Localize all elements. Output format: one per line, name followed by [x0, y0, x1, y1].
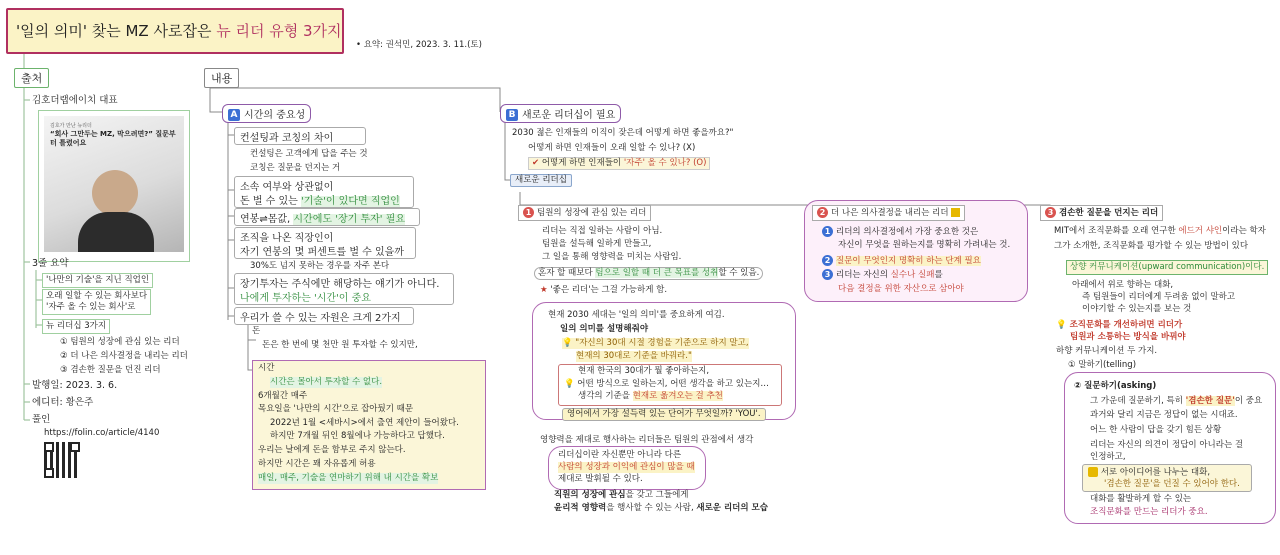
- qr-corner-tl: [44, 442, 54, 452]
- badge-b-icon: B: [506, 109, 518, 121]
- check-icon: ✔: [532, 158, 540, 168]
- c2a: 1 리더의 의사결정에서 가장 중요한 것은: [822, 226, 978, 238]
- qr-code: [44, 442, 80, 478]
- c1l3: 제대로 발휘될 수 있다.: [558, 474, 643, 484]
- c3d: 아래에서 위로 향하는 대화,: [1072, 280, 1174, 290]
- c1m: 직원의 성장에 관심을 갖고 그들에게: [554, 490, 689, 500]
- c3n: 어느 한 사람이 답을 갖기 힘든 상황: [1090, 425, 1222, 435]
- leader-type-1: ① 팀원의 성장에 관심 있는 리더: [60, 337, 180, 347]
- c3m: 과거와 달리 지금은 정답이 없는 시대죠.: [1090, 410, 1238, 420]
- a6-money-1: 돈은 한 번에 몇 천만 원 투자할 수 있지만,: [262, 340, 418, 350]
- c3s: 대화를 활발하게 할 수 있는: [1090, 494, 1192, 504]
- c3k: ② 질문하기(asking): [1074, 381, 1157, 391]
- fullpost-label: 풀인: [32, 414, 51, 425]
- b1b: ✔ 어떻게 하면 인재들이 '자주' 올 수 있나? (O): [528, 157, 710, 170]
- c3t: 조직문화를 만드는 리더가 중요.: [1090, 507, 1208, 517]
- publish-date: 발행일: 2023. 3. 6.: [32, 380, 118, 391]
- a6-time-3: 목요일을 '나만의 시간'으로 잡아뒀기 때문: [258, 404, 414, 414]
- badge-a-icon: A: [228, 109, 240, 121]
- title-main: '일의 의미' 찾는 MZ 사로잡은: [16, 22, 217, 40]
- c1d: 혼자 할 때보다 팀으로 일할 때 더 큰 목표를 성취할 수 있음.: [534, 267, 763, 280]
- a6-time-8: 매일, 매주, 기술을 연마하기 위해 내 시간을 확보: [258, 473, 439, 483]
- c3q: 서로 아이디어를 나누는 대화,: [1088, 467, 1210, 479]
- a6-money: 돈: [252, 326, 261, 336]
- c3c: 상향 커뮤니케이션(upward communication)이다.: [1066, 260, 1268, 275]
- c3h: 팀원과 소통하는 방식을 바꿔야: [1070, 332, 1186, 342]
- c3i: 하향 커뮤니케이션 두 가지.: [1056, 346, 1158, 356]
- qr-corner-tr: [70, 442, 80, 452]
- c3r: '겸손한 질문'을 던질 수 있어야 한다.: [1104, 479, 1240, 489]
- summary-item-2: 오래 일할 수 있는 회사보다 '자주 올 수 있는 회사'로: [42, 289, 151, 315]
- a2b: 돈 벌 수 있는 '기술'이 있다면 직업인: [240, 196, 400, 207]
- a6-time-4: 2022년 1월 <세바시>에서 출연 제안이 들어왔다.: [270, 418, 459, 428]
- page-title: [16, 20, 342, 41]
- a3: 연봉⇌몸값, 시간에도 '장기 투자' 필요: [240, 214, 406, 225]
- note-icon: [951, 208, 960, 217]
- a5a: 장기투자는 주식에만 해당하는 얘기가 아니다.: [240, 279, 440, 290]
- c1n: 윤리적 영향력을 행사할 수 있는 사람, 새로운 리더의 모습: [554, 503, 768, 513]
- leader-type-2: ② 더 나은 의사결정을 내리는 리더: [60, 351, 188, 361]
- c3l: 그 가운데 질문하기, 특히 '겸손한 질문'이 중요: [1090, 396, 1263, 406]
- qr-corner-bl: [44, 468, 54, 478]
- number-2-icon: 2: [817, 207, 828, 218]
- c3e: 즉 팀원들이 리더에게 두려움 없이 말하고: [1082, 292, 1236, 302]
- a4b: 자기 연봉의 몇 퍼센트를 벌 수 있을까: [240, 247, 404, 258]
- c1g: 일의 의미를 설명해줘야: [560, 324, 649, 334]
- bulb-icon: 💡: [562, 338, 573, 348]
- a6-time-7: 하지만 시간은 꽤 자유롭게 허용: [258, 459, 376, 469]
- three-line-summary: 3줄 요약: [32, 258, 69, 269]
- c1c: 그 일을 통해 영향력을 미치는 사람임.: [542, 252, 682, 262]
- c3o: 리더는 자신의 의견이 정답이 아니라는 걸: [1090, 440, 1244, 450]
- c3b: 그가 소개한, 조직문화를 평가할 수 있는 방법이 있다: [1054, 241, 1249, 251]
- editor: 에디터: 황은주: [32, 397, 94, 408]
- a1b: 코칭은 질문을 던지는 거: [250, 163, 341, 173]
- a2a: 소속 여부와 상관없이: [240, 182, 334, 193]
- c2-title: 2 더 나은 의사결정을 내리는 리더: [812, 205, 965, 221]
- section-a-title: A 시간의 중요성: [222, 104, 311, 123]
- source-author: 김호더랩에이치 대표: [32, 95, 118, 106]
- c1j: 영어에서 가장 설득력 있는 단어가 무엇일까? 'YOU'.: [562, 408, 766, 421]
- c3g: 💡 조직문화를 개선하려면 리더가: [1056, 320, 1183, 330]
- bulb-icon-2: 💡: [564, 379, 575, 389]
- bulb-icon-3: 💡: [1056, 320, 1067, 330]
- a1: 컨설팅과 코칭의 차이: [240, 133, 334, 144]
- c3-title: 3 겸손한 질문을 던지는 리더: [1040, 205, 1163, 221]
- c2e: 다음 결정을 위한 자산으로 삼아야: [838, 284, 964, 294]
- number-1-icon: 1: [523, 207, 534, 218]
- c1l2: 사람의 성장과 이익에 관심이 많을 때: [558, 462, 695, 472]
- a6-time-6: 우리는 날에게 돈을 함부로 주지 않는다.: [258, 445, 406, 455]
- c1f: 현재 2030 세대는 '일의 의미'를 중요하게 여김.: [548, 310, 725, 320]
- thumb-quote: “회사 그만두는 MZ, 막으려면?” 질문부터 틀렸어요: [50, 130, 176, 147]
- thumb-small-caption: 김호가 만난 뉴리더: [50, 123, 92, 129]
- c1k: 영향력을 제대로 행사하는 리더들은 팀원의 관점에서 생각: [540, 435, 754, 445]
- new-leadership: 새로운 리더십: [510, 174, 572, 187]
- star-icon: ★: [540, 285, 548, 295]
- content-heading: 내용: [204, 68, 239, 88]
- section-b-title: B 새로운 리더십이 필요: [500, 104, 621, 123]
- summary-author: • 요약: 권석민, 2023. 3. 11.(토): [356, 40, 482, 50]
- c3a: MIT에서 조직문화를 오래 연구한 에드거 샤인이라는 학자: [1054, 226, 1266, 236]
- a6: 우리가 쓸 수 있는 자원은 크게 2가지: [240, 313, 401, 324]
- c1h2: 현재의 30대로 기준을 바꿔라.": [576, 351, 692, 361]
- a5b: 나에게 투자하는 '시간'이 중요: [240, 293, 371, 304]
- c3f: 이야기할 수 있는지를 보는 것: [1082, 304, 1192, 314]
- a4c: 30%도 넘지 못하는 경우를 자주 본다: [250, 261, 390, 271]
- b1a: 어떻게 하면 인재들이 오래 일할 수 있나? (X): [528, 143, 696, 153]
- c3j: ① 말하기(telling): [1068, 360, 1137, 370]
- a6-time-2: 6개월간 매주: [258, 391, 308, 401]
- person-figure: [92, 170, 138, 216]
- c1e: ★ '좋은 리더'는 그걸 가능하게 함.: [540, 285, 668, 295]
- c3p: 인정하고,: [1090, 452, 1126, 462]
- c2c: 2 질문이 무엇인지 명확히 하는 단계 필요: [822, 255, 981, 267]
- summary-item-1: '나만의 기술'을 지닌 직업인: [42, 273, 153, 288]
- c1a: 리더는 직접 일하는 사람이 아님.: [542, 226, 663, 236]
- bullet-3-icon: 3: [822, 269, 833, 280]
- a6-time: 시간: [258, 363, 275, 373]
- c1i1: 현재 한국의 30대가 뭘 좋아하는지,: [578, 366, 710, 376]
- a6-time-1: 시간은 몰아서 투자할 수 없다.: [270, 377, 383, 387]
- thumbnail-image: [44, 116, 184, 252]
- c1h1: 💡 "자신의 30대 시절 경험을 기준으로 하지 말고,: [562, 338, 749, 348]
- summary-item-3: 뉴 리더십 3가지: [42, 319, 110, 334]
- leader-type-3: ③ 겸손한 질문을 던진 리더: [60, 365, 161, 375]
- b1: 2030 젊은 인재들의 이직이 잦은데 어떻게 하면 좋을까요?": [512, 128, 734, 138]
- c2b: 자신이 무엇을 원하는지를 명확히 가려내는 것.: [838, 240, 1011, 250]
- source-heading: 출처: [14, 68, 49, 88]
- a1a: 컨설팅은 고객에게 답을 주는 것: [250, 149, 368, 159]
- person-body: [78, 212, 154, 252]
- c1l1: 리더십이란 자신뿐만 아니라 다른: [558, 450, 682, 460]
- a6-time-5: 하지만 7개월 뒤인 8월에나 가능하다고 답했다.: [270, 431, 445, 441]
- c1b: 팀원을 설득해 일하게 만들고,: [542, 239, 652, 249]
- c1-title: 1 팀원의 성장에 관심 있는 리더: [518, 205, 651, 221]
- title-accent: 뉴 리더 유형 3가지: [216, 22, 342, 40]
- bullet-2-icon: 2: [822, 255, 833, 266]
- person-icon: [1088, 467, 1098, 477]
- bullet-1-icon: 1: [822, 226, 833, 237]
- c2d: 3 리더는 자신의 실수나 실패를: [822, 269, 943, 281]
- article-link[interactable]: https://folin.co/article/4140: [44, 428, 160, 438]
- number-3-icon: 3: [1045, 207, 1056, 218]
- c1i2: 💡 어떤 방식으로 일하는지, 어떤 생각을 하고 있는지…: [564, 379, 769, 389]
- a4a: 조직을 나온 직장인이: [240, 233, 334, 244]
- c1i3: 생각의 기준을 현재로 옮겨오는 걸 추천: [578, 391, 723, 401]
